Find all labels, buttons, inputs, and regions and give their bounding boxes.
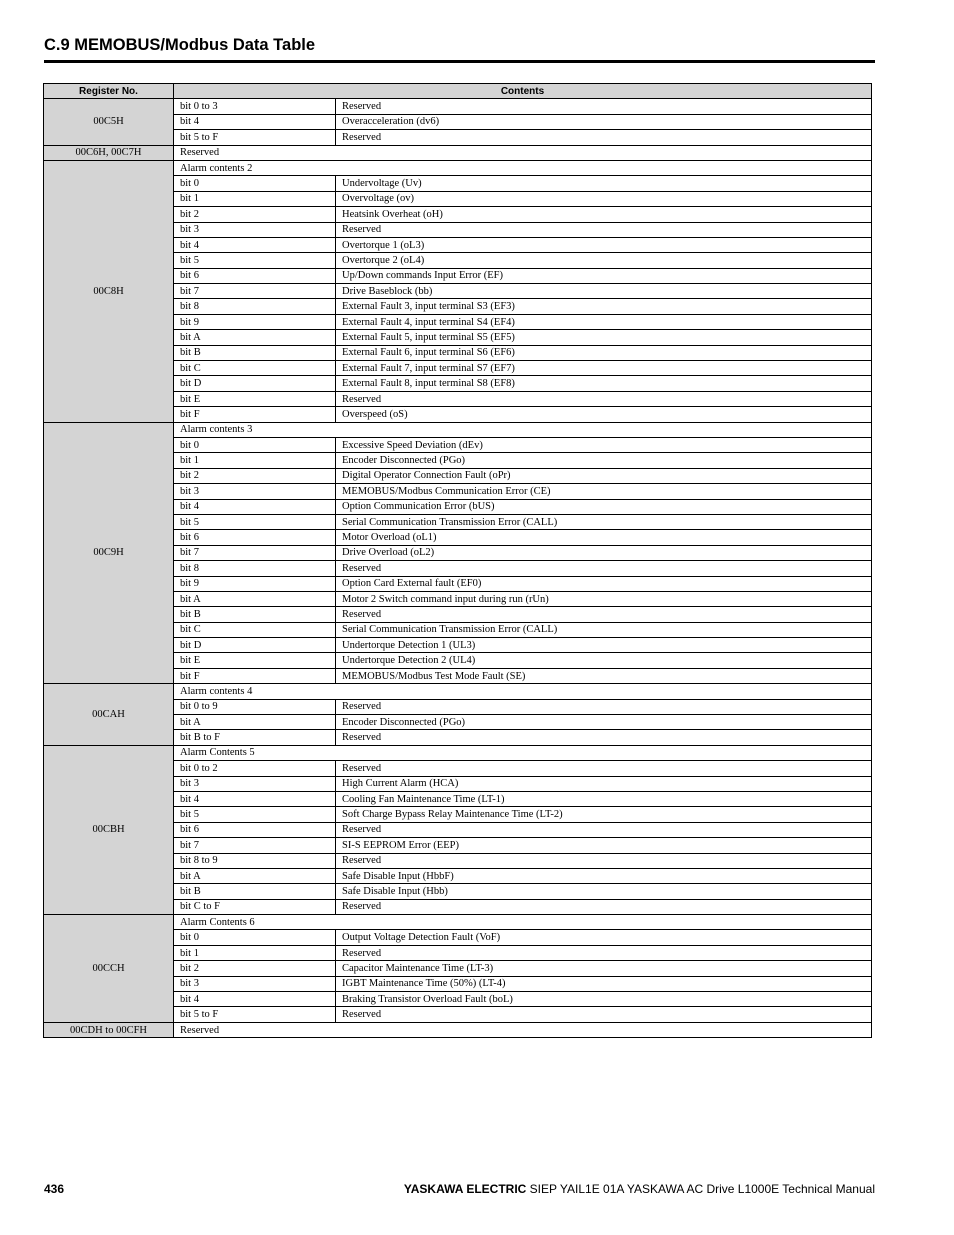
table-row (44, 160, 872, 175)
description-cell: Overacceleration (dv6) (336, 114, 872, 129)
description-cell: Overspeed (oS) (336, 407, 872, 422)
bit-cell: bit 4 (174, 992, 336, 1007)
description-cell: Reserved (336, 222, 872, 237)
bit-cell: bit 5 (174, 514, 336, 529)
contents-cell: Reserved (174, 145, 872, 160)
memobus-data-table (43, 83, 872, 1038)
description-cell: Undertorque Detection 1 (UL3) (336, 638, 872, 653)
description-cell: Capacitor Maintenance Time (LT-3) (336, 961, 872, 976)
register-cell: 00CDH to 00CFH (44, 1022, 174, 1037)
bit-cell: bit B (174, 607, 336, 622)
contents-cell: Alarm Contents 6 (174, 915, 872, 930)
bit-cell: bit 2 (174, 468, 336, 483)
description-cell: External Fault 3, input terminal S3 (EF3) (336, 299, 872, 314)
description-cell: Encoder Disconnected (PGo) (336, 715, 872, 730)
description-cell: Overtorque 2 (oL4) (336, 253, 872, 268)
bit-cell: bit 4 (174, 791, 336, 806)
description-cell: Up/Down commands Input Error (EF) (336, 268, 872, 283)
description-cell: Reserved (336, 699, 872, 714)
section-title: C.9 MEMOBUS/Modbus Data Table (44, 36, 316, 54)
description-cell: Option Card External fault (EF0) (336, 576, 872, 591)
register-cell: 00CAH (44, 684, 174, 746)
contents-cell: Alarm contents 3 (174, 422, 872, 437)
bit-cell: bit 3 (174, 976, 336, 991)
contents-cell: Alarm contents 4 (174, 684, 872, 699)
description-cell: Option Communication Error (bUS) (336, 499, 872, 514)
bit-cell: bit C (174, 361, 336, 376)
bit-cell: bit 5 to F (174, 1007, 336, 1022)
register-cell: 00C5H (44, 99, 174, 145)
description-cell: Safe Disable Input (Hbb) (336, 884, 872, 899)
bit-cell: bit 0 to 2 (174, 761, 336, 776)
description-cell: Heatsink Overheat (oH) (336, 207, 872, 222)
description-cell: Drive Overload (oL2) (336, 545, 872, 560)
description-cell: High Current Alarm (HCA) (336, 776, 872, 791)
description-cell: Motor Overload (oL1) (336, 530, 872, 545)
description-cell: Motor 2 Switch command input during run (rUn) (336, 591, 872, 606)
bit-cell: bit 0 (174, 176, 336, 191)
bit-cell: bit 7 (174, 284, 336, 299)
bit-cell: bit C to F (174, 899, 336, 914)
register-cell: 00CBH (44, 745, 174, 914)
bit-cell: bit 0 to 9 (174, 699, 336, 714)
description-cell: Reserved (336, 607, 872, 622)
register-cell: 00C9H (44, 422, 174, 684)
bit-cell: bit 1 (174, 453, 336, 468)
description-cell: Safe Disable Input (HbbF) (336, 868, 872, 883)
description-cell: Reserved (336, 1007, 872, 1022)
bit-cell: bit B (174, 884, 336, 899)
description-cell: IGBT Maintenance Time (50%) (LT-4) (336, 976, 872, 991)
table-row (44, 145, 872, 160)
description-cell: Reserved (336, 761, 872, 776)
description-cell: Braking Transistor Overload Fault (boL) (336, 992, 872, 1007)
bit-cell: bit D (174, 376, 336, 391)
bit-cell: bit D (174, 638, 336, 653)
description-cell: Overvoltage (ov) (336, 191, 872, 206)
bit-cell: bit 4 (174, 499, 336, 514)
description-cell: Overtorque 1 (oL3) (336, 237, 872, 252)
bit-cell: bit 9 (174, 314, 336, 329)
bit-cell: bit 5 (174, 807, 336, 822)
bit-cell: bit 7 (174, 545, 336, 560)
bit-cell: bit 0 (174, 437, 336, 452)
footer-manual: SIEP YAIL1E 01A YASKAWA AC Drive L1000E Technical Manual (529, 1182, 875, 1196)
bit-cell: bit 8 to 9 (174, 853, 336, 868)
footer-brand: YASKAWA ELECTRIC (403, 1182, 527, 1196)
description-cell: MEMOBUS/Modbus Test Mode Fault (SE) (336, 668, 872, 683)
table-row (44, 422, 872, 437)
bit-cell: bit 1 (174, 191, 336, 206)
register-cell: 00CCH (44, 915, 174, 1023)
bit-cell: bit 4 (174, 237, 336, 252)
bit-cell: bit 4 (174, 114, 336, 129)
description-cell: MEMOBUS/Modbus Communication Error (CE) (336, 484, 872, 499)
bit-cell: bit A (174, 591, 336, 606)
bit-cell: bit 5 (174, 253, 336, 268)
table-row (44, 99, 872, 114)
table-header-row (44, 84, 872, 99)
bit-cell: bit 6 (174, 268, 336, 283)
page-number: 436 (44, 1182, 65, 1196)
bit-cell: bit F (174, 407, 336, 422)
header-rule (44, 60, 875, 63)
table-row (44, 745, 872, 760)
description-cell: Digital Operator Connection Fault (oPr) (336, 468, 872, 483)
description-cell: External Fault 7, input terminal S7 (EF7) (336, 361, 872, 376)
bit-cell: bit E (174, 653, 336, 668)
column-header-register: Register No. (44, 84, 174, 99)
bit-cell: bit 6 (174, 530, 336, 545)
bit-cell: bit F (174, 668, 336, 683)
register-cell: 00C8H (44, 160, 174, 422)
contents-cell: Reserved (174, 1022, 872, 1037)
bit-cell: bit A (174, 330, 336, 345)
description-cell: External Fault 6, input terminal S6 (EF6) (336, 345, 872, 360)
description-cell: External Fault 8, input terminal S8 (EF8) (336, 376, 872, 391)
table-body (44, 99, 872, 1038)
description-cell: Encoder Disconnected (PGo) (336, 453, 872, 468)
description-cell: Undervoltage (Uv) (336, 176, 872, 191)
description-cell: Soft Charge Bypass Relay Maintenance Time (LT-2) (336, 807, 872, 822)
bit-cell: bit E (174, 391, 336, 406)
bit-cell: bit 8 (174, 561, 336, 576)
description-cell: Reserved (336, 822, 872, 837)
description-cell: External Fault 5, input terminal S5 (EF5) (336, 330, 872, 345)
bit-cell: bit 8 (174, 299, 336, 314)
contents-cell: Alarm contents 2 (174, 160, 872, 175)
description-cell: Reserved (336, 391, 872, 406)
description-cell: Drive Baseblock (bb) (336, 284, 872, 299)
bit-cell: bit 3 (174, 222, 336, 237)
description-cell: Excessive Speed Deviation (dEv) (336, 437, 872, 452)
description-cell: Reserved (336, 99, 872, 114)
column-header-contents: Contents (174, 84, 872, 99)
bit-cell: bit 0 to 3 (174, 99, 336, 114)
description-cell: Serial Communication Transmission Error (CALL) (336, 622, 872, 637)
bit-cell: bit 6 (174, 822, 336, 837)
description-cell: SI-S EEPROM Error (EEP) (336, 838, 872, 853)
description-cell: Reserved (336, 130, 872, 145)
bit-cell: bit 2 (174, 207, 336, 222)
table-row (44, 684, 872, 699)
description-cell: Reserved (336, 730, 872, 745)
bit-cell: bit 0 (174, 930, 336, 945)
register-cell: 00C6H, 00C7H (44, 145, 174, 160)
bit-cell: bit 5 to F (174, 130, 336, 145)
description-cell: Output Voltage Detection Fault (VoF) (336, 930, 872, 945)
bit-cell: bit 7 (174, 838, 336, 853)
contents-cell: Alarm Contents 5 (174, 745, 872, 760)
table-row (44, 915, 872, 930)
bit-cell: bit A (174, 715, 336, 730)
bit-cell: bit A (174, 868, 336, 883)
description-cell: Reserved (336, 561, 872, 576)
bit-cell: bit 9 (174, 576, 336, 591)
description-cell: Undertorque Detection 2 (UL4) (336, 653, 872, 668)
table-row (44, 1022, 872, 1037)
bit-cell: bit B (174, 345, 336, 360)
bit-cell: bit B to F (174, 730, 336, 745)
description-cell: Reserved (336, 853, 872, 868)
description-cell: Reserved (336, 945, 872, 960)
footer-manual-title (404, 1182, 875, 1196)
bit-cell: bit 3 (174, 776, 336, 791)
bit-cell: bit C (174, 622, 336, 637)
description-cell: Cooling Fan Maintenance Time (LT-1) (336, 791, 872, 806)
description-cell: Serial Communication Transmission Error (CALL) (336, 514, 872, 529)
bit-cell: bit 1 (174, 945, 336, 960)
description-cell: External Fault 4, input terminal S4 (EF4) (336, 314, 872, 329)
bit-cell: bit 3 (174, 484, 336, 499)
description-cell: Reserved (336, 899, 872, 914)
bit-cell: bit 2 (174, 961, 336, 976)
